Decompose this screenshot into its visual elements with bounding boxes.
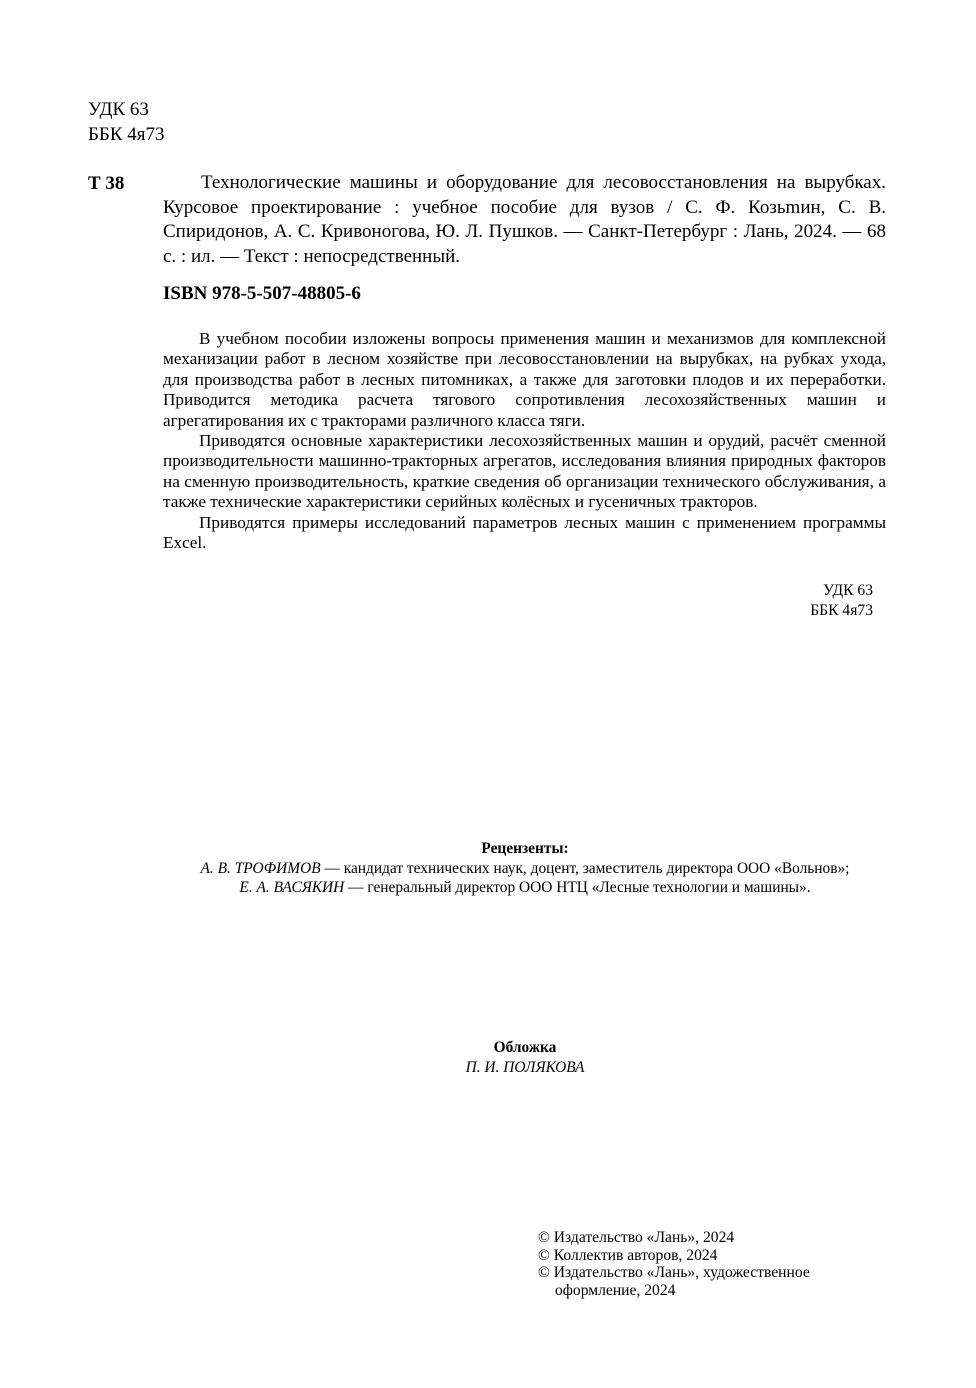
bbk-code: ББК 4я73 <box>88 124 165 145</box>
annotation-paragraph: Приводятся примеры исследований параметров лесных машин с применением программы Excel. <box>163 512 886 553</box>
annotation <box>163 329 886 553</box>
reviewer-line <box>100 859 950 879</box>
annotation-paragraph: В учебном пособии изложены вопросы применения машин и механизмов для комплексной механизации работ в лесном хозяйстве при лесовосстановлении на вырубках, на рубках ухода, для производства работ в лесных питомниках, а также для заготовки плодов и их переработки. Приводится методика расчета тягового сопротивления лесохозяйственных машин и агрегатирования их с тракторами различного класса тяги. <box>163 329 886 430</box>
classification-bottom <box>600 581 873 620</box>
reviewer-description: — генеральный директор ООО НТЦ «Лесные технологии и машины». <box>344 879 811 896</box>
udk-code: УДК 63 <box>823 582 873 599</box>
reviewer-description: — кандидат технических наук, доцент, заместитель директора ООО «Вольнов»; <box>320 859 850 877</box>
copyright-line: оформление, 2024 <box>555 1281 676 1299</box>
reviewer-name: А. В. ТРОФИМОВ <box>200 859 321 877</box>
isbn: ISBN 978-5-507-48805-6 <box>163 283 361 304</box>
cover-credit <box>380 1038 670 1077</box>
copyright-line: © Издательство «Лань», художественное <box>538 1264 810 1282</box>
copyright-notice <box>538 1229 958 1299</box>
classification-top <box>88 97 164 147</box>
cover-designer: П. И. ПОЛЯКОВА <box>465 1058 585 1076</box>
reviewers-heading: Рецензенты: <box>481 840 569 857</box>
copyright-line: © Издательство «Лань», 2024 <box>538 1229 735 1246</box>
bbk-code: ББК 4я73 <box>810 601 873 619</box>
annotation-paragraph: Приводятся основные характеристики лесохозяйственных машин и орудий, расчёт сменной производительности машинно-тракторных агрегатов, исследования влияния природных факторов на сменную производительность, краткие сведения об организации технического обслуживания, а также технические характеристики серийных колёсных и гусеничных тракторов. <box>163 431 886 512</box>
reviewers-section <box>100 839 950 898</box>
reviewer-line <box>100 878 950 898</box>
reviewer-name: Е. А. ВАСЯКИН <box>239 879 345 896</box>
bibliographic-description: Технологические машины и оборудование для лесовосстановления на вырубках. Курсовое проектирование : учебное пособие для вузов / С. Ф. Козьmин, С. В. Спиридонов, А. С. Кривоногова, Ю. Л. Пушков. — Санкт-Петербург : Лань, 2024. — 68 с. : ил. — Текст : непосредственный. <box>163 172 886 267</box>
cover-heading: Обложка <box>493 1039 557 1056</box>
udk-code: УДК 63 <box>88 99 149 120</box>
author-mark: Т 38 <box>88 173 125 194</box>
copyright-line: © Коллектив авторов, 2024 <box>538 1246 718 1264</box>
